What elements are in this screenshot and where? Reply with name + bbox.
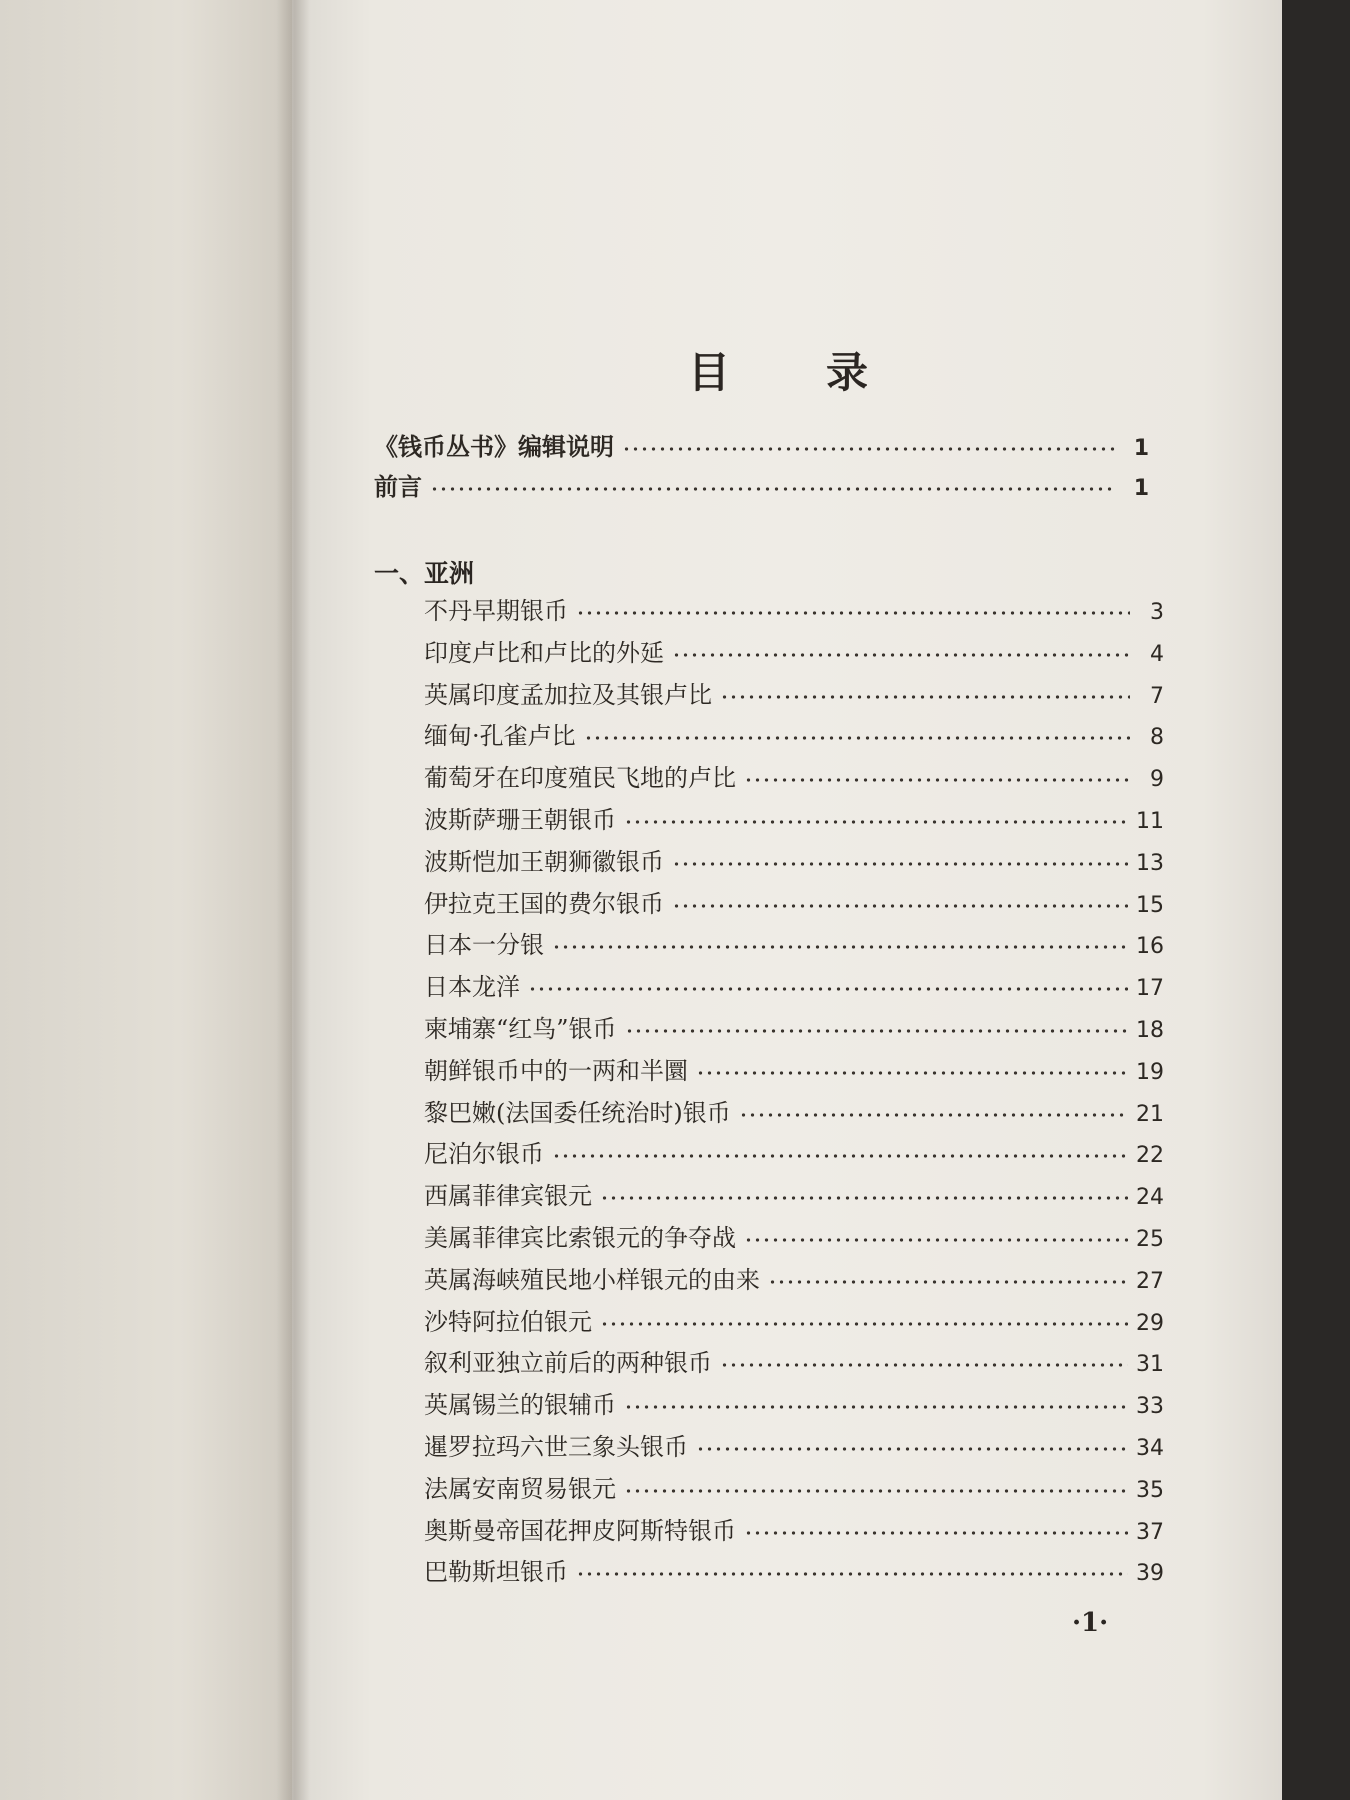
dot-leader <box>768 1278 1128 1286</box>
toc-entry-label: 黎巴嫩(法国委任统治时)银币 <box>424 1099 731 1127</box>
toc-entry-label: 柬埔寨“红鸟”银币 <box>424 1015 617 1043</box>
dot-leader <box>624 1403 1128 1411</box>
dot-leader <box>600 1194 1128 1202</box>
toc-entry-label: 尼泊尔银币 <box>424 1140 544 1168</box>
toc-entry-page: 13 <box>1136 851 1164 876</box>
toc-entry[interactable] <box>424 970 1164 1004</box>
toc-entry-preface[interactable] <box>374 470 1149 504</box>
toc-entry-label: 朝鲜银币中的一两和半圜 <box>424 1057 688 1085</box>
dot-leader <box>672 902 1128 910</box>
dot-leader <box>528 985 1128 993</box>
dot-leader <box>552 1152 1128 1160</box>
dot-leader <box>576 609 1130 617</box>
toc-entry-page: 17 <box>1136 976 1164 1001</box>
toc-entry[interactable] <box>424 1054 1164 1088</box>
dot-leader <box>739 1111 1128 1119</box>
toc-entry[interactable] <box>424 678 1164 712</box>
toc-entry[interactable] <box>424 594 1164 628</box>
toc-entry-label: 不丹早期银币 <box>424 597 568 625</box>
dot-leader <box>672 651 1130 659</box>
toc-entry[interactable] <box>424 719 1164 753</box>
toc-entry-page: 4 <box>1150 642 1164 667</box>
toc-entry-page: 22 <box>1136 1143 1164 1168</box>
toc-entry[interactable] <box>424 1221 1164 1255</box>
toc-entry-label: 英属锡兰的银辅币 <box>424 1391 616 1419</box>
toc-entry-page: 9 <box>1150 767 1164 792</box>
toc-entry-page: 35 <box>1136 1478 1164 1503</box>
toc-entry-page: 24 <box>1136 1185 1164 1210</box>
toc-entry[interactable] <box>424 761 1164 795</box>
toc-entry-label: 叙利亚独立前后的两种银币 <box>424 1349 712 1377</box>
dot-leader <box>552 943 1128 951</box>
toc-entry-label: 日本一分银 <box>424 931 544 959</box>
toc-entry[interactable] <box>424 1472 1164 1506</box>
toc-entry[interactable] <box>424 928 1164 962</box>
toc-entry-label: 奥斯曼帝国花押皮阿斯特银币 <box>424 1517 736 1545</box>
toc-entry-label: 波斯恺加王朝狮徽银币 <box>424 848 664 876</box>
toc-entry[interactable] <box>424 887 1164 921</box>
dot-leader <box>696 1445 1128 1453</box>
dot-leader <box>625 1027 1128 1035</box>
toc-entry-page: 39 <box>1136 1561 1164 1586</box>
toc-entry-editorial-note[interactable] <box>374 430 1149 464</box>
dot-leader <box>624 818 1128 826</box>
toc-entry[interactable] <box>424 1263 1164 1297</box>
dot-leader <box>624 1487 1128 1495</box>
dot-leader <box>696 1069 1128 1077</box>
toc-entry-label: 日本龙洋 <box>424 973 520 1001</box>
dot-leader <box>600 1320 1128 1328</box>
toc-entry-label: 巴勒斯坦银币 <box>424 1558 568 1586</box>
toc-entry-page: 15 <box>1136 893 1164 918</box>
toc-entry-label: 英属海峡殖民地小样银元的由来 <box>424 1266 760 1294</box>
dot-leader <box>720 693 1130 701</box>
toc-entry[interactable] <box>424 1388 1164 1422</box>
section-heading: 一、亚洲 <box>374 559 475 588</box>
toc-entry-page: 31 <box>1136 1352 1164 1377</box>
toc-entry-page: 3 <box>1150 600 1164 625</box>
toc-entry-label: 法属安南贸易银元 <box>424 1475 616 1503</box>
title-char-2: 录 <box>825 348 868 397</box>
toc-entry-label: 暹罗拉玛六世三象头银币 <box>424 1433 688 1461</box>
toc-entry-label: 葡萄牙在印度殖民飞地的卢比 <box>424 764 736 792</box>
toc-entry-label: 前言 <box>374 472 422 501</box>
dot-leader <box>584 734 1130 742</box>
toc-entry[interactable] <box>424 845 1164 879</box>
dot-leader <box>672 860 1128 868</box>
toc-entry[interactable] <box>424 636 1164 670</box>
toc-entry-page: 19 <box>1136 1060 1164 1085</box>
toc-entry-page: 34 <box>1136 1436 1164 1461</box>
toc-entry[interactable] <box>424 1555 1164 1589</box>
toc-entry[interactable] <box>424 1096 1164 1130</box>
dot-leader <box>622 445 1115 453</box>
toc-entry-label: 《钱币丛书》编辑说明 <box>374 432 614 461</box>
toc-entry-label: 西属菲律宾银元 <box>424 1182 592 1210</box>
toc-entry-page: 8 <box>1150 725 1164 750</box>
toc-entry-page: 16 <box>1136 934 1164 959</box>
toc-entry-label: 缅甸·孔雀卢比 <box>424 722 576 750</box>
toc-entry-label: 波斯萨珊王朝银币 <box>424 806 616 834</box>
toc-entry-page: 11 <box>1136 809 1164 834</box>
toc-entry-label: 印度卢比和卢比的外延 <box>424 639 664 667</box>
toc-entry[interactable] <box>424 1305 1164 1339</box>
toc-entry-label: 美属菲律宾比索银元的争夺战 <box>424 1224 736 1252</box>
toc-entry[interactable] <box>424 1430 1164 1464</box>
toc-entry-label: 英属印度孟加拉及其银卢比 <box>424 681 712 709</box>
toc-entry-page: 37 <box>1136 1520 1164 1545</box>
page-number: ·1· <box>1072 1608 1109 1638</box>
toc-entry[interactable] <box>424 1514 1164 1548</box>
toc-entry-page: 21 <box>1136 1102 1164 1127</box>
toc-entry[interactable] <box>424 1179 1164 1213</box>
dot-leader <box>430 485 1115 493</box>
dot-leader <box>720 1361 1128 1369</box>
dot-leader <box>744 776 1130 784</box>
toc-entry-label: 沙特阿拉伯银元 <box>424 1308 592 1336</box>
dot-leader <box>744 1529 1128 1537</box>
title-char-1: 目 <box>688 348 731 397</box>
dot-leader <box>576 1570 1128 1578</box>
toc-entry[interactable] <box>424 1346 1164 1380</box>
toc-entry[interactable] <box>424 803 1164 837</box>
toc-entry[interactable] <box>424 1137 1164 1171</box>
toc-entry-page: 1 <box>1133 476 1149 501</box>
toc-entry-page: 33 <box>1136 1394 1164 1419</box>
dot-leader <box>744 1236 1128 1244</box>
toc-entry-page: 7 <box>1150 684 1164 709</box>
toc-entry-page: 27 <box>1136 1269 1164 1294</box>
toc-entry-page: 25 <box>1136 1227 1164 1252</box>
toc-entry-label: 伊拉克王国的费尔银币 <box>424 890 664 918</box>
toc-entry[interactable] <box>424 1012 1164 1046</box>
toc-entry-page: 1 <box>1133 436 1149 461</box>
toc-entry-page: 29 <box>1136 1311 1164 1336</box>
toc-entry-page: 18 <box>1136 1018 1164 1043</box>
